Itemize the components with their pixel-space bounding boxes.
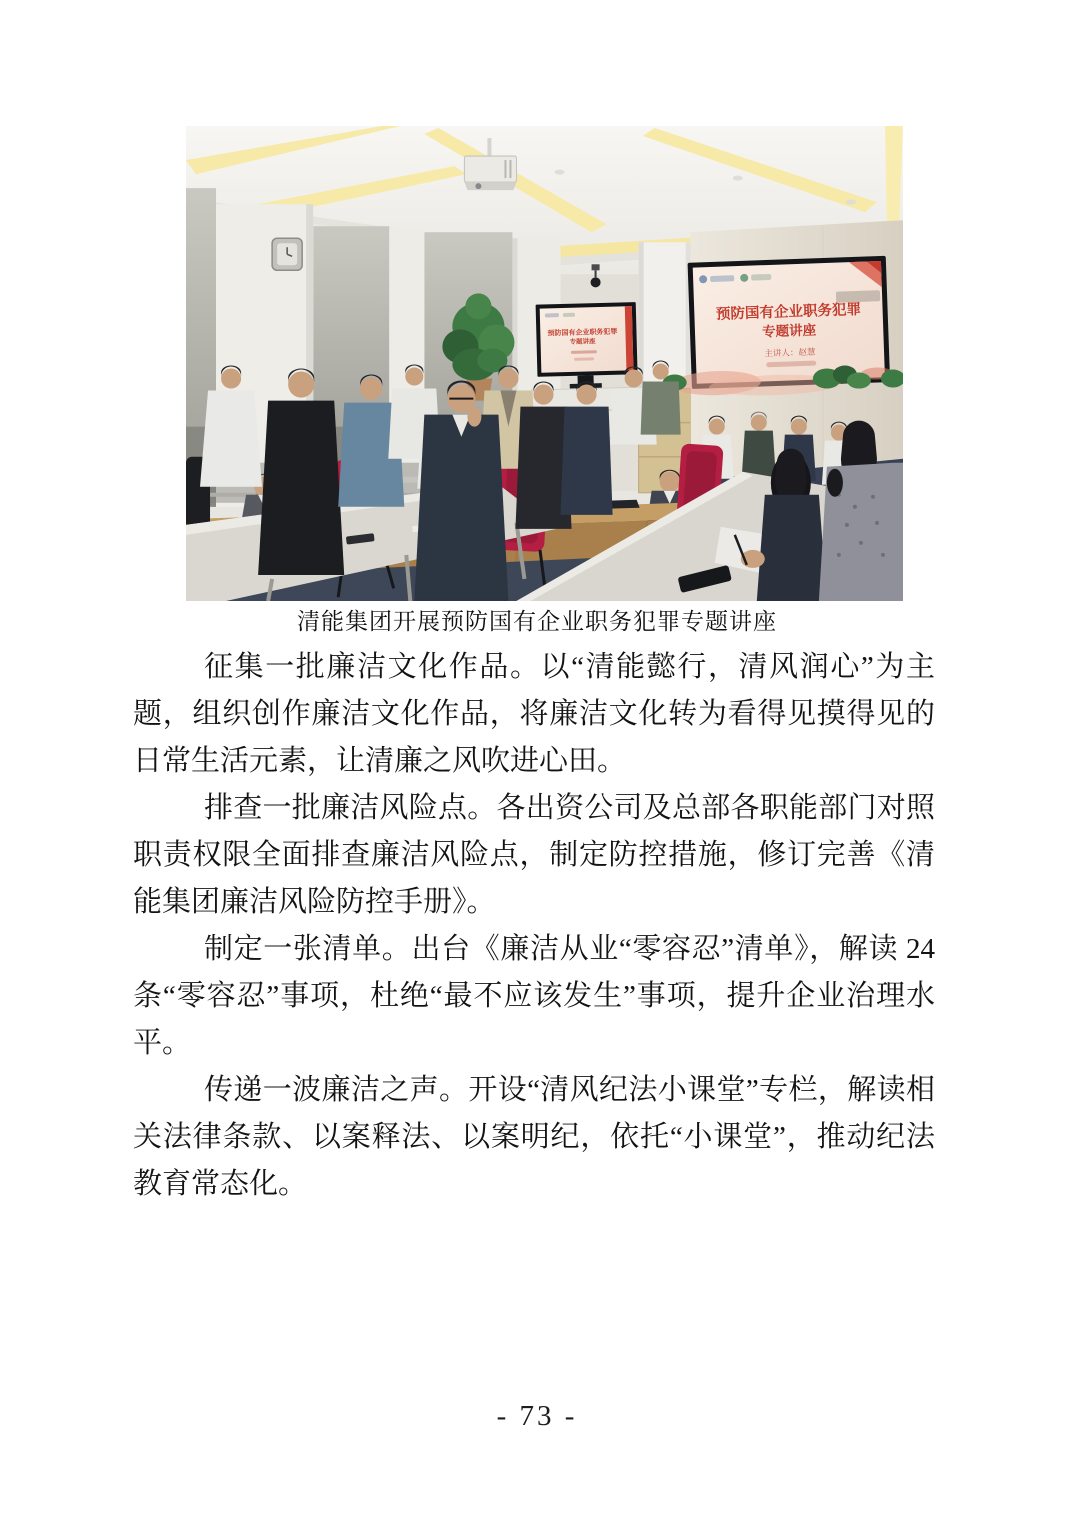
wall-clock [272, 238, 302, 270]
side-slide-title-line2: 专题讲座 [569, 338, 596, 346]
page-number: - 73 - [496, 1400, 578, 1432]
slide-speaker: 主讲人：赵慧 [764, 346, 816, 359]
paragraph-3: 制定一张清单。出台《廉洁从业“零容忍”清单》，解读 24 条“零容忍”事项，杜绝“最不应该发生”事项，提升企业治理水平。 [133, 933, 935, 1059]
lecture-photo-scene [186, 126, 903, 601]
lecture-photo [186, 126, 903, 601]
body-text [133, 644, 935, 1208]
paragraph-4: 传递一波廉洁之声。开设“清风纪法小课堂”专栏，解读相关法律条款、以案释法、以案明纪，依托“小课堂”，推动纪法教育常态化。 [133, 1074, 935, 1200]
slide-title-line1: 预防国有企业职务犯罪 [715, 301, 862, 323]
photo-caption: 清能集团开展预防国有企业职务犯罪专题讲座 [297, 609, 777, 634]
slide-title-line2: 专题讲座 [761, 322, 817, 340]
paragraph-1: 征集一批廉洁文化作品。以“清能懿行，清风润心”为主题，组织创作廉洁文化作品，将廉洁文化转为看得见摸得见的日常生活元素，让清廉之风吹进心田。 [133, 651, 935, 777]
side-slide-title-line1: 预防国有企业职务犯罪 [547, 327, 618, 338]
paragraph-2: 排查一批廉洁风险点。各出资公司及总部各职能部门对照职责权限全面排查廉洁风险点，制定防控措施，修订完善《清能集团廉洁风险防控手册》。 [133, 792, 935, 918]
